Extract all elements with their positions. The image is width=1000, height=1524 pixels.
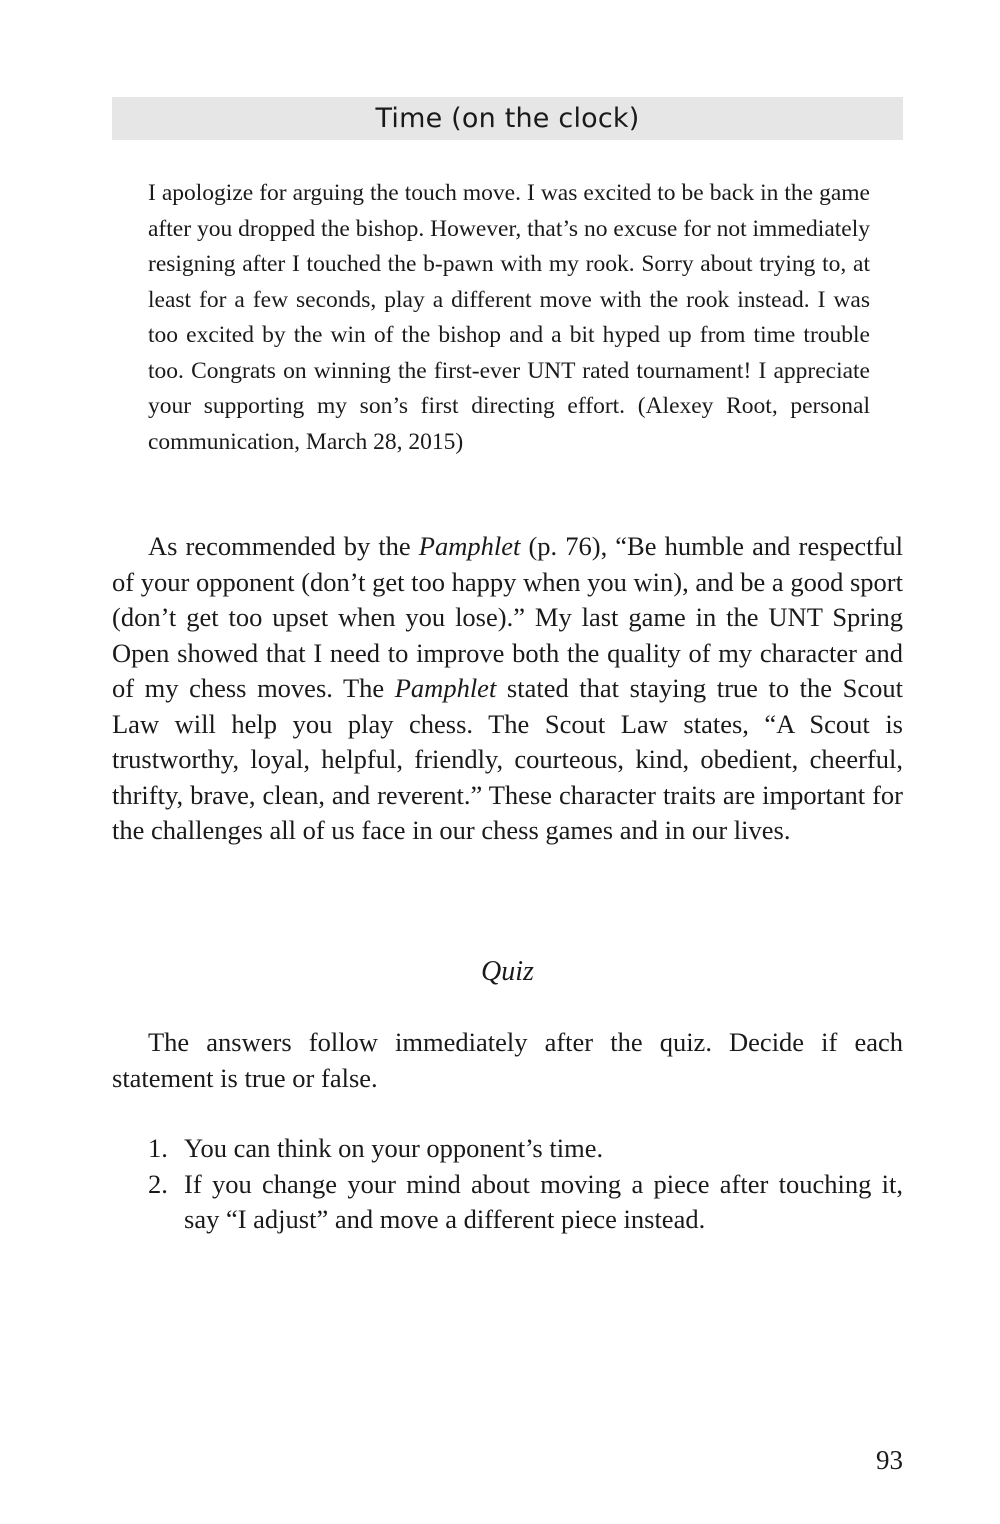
page-number: 93 [876, 1445, 903, 1475]
quiz-item [148, 1131, 903, 1167]
section-title: Quiz [481, 956, 534, 987]
paragraph-text: (p. 76), “Be humble and respectful of your opponent (don’t get too happy when you win), and be a good sport (don’t get too upset when you lose).” My last game in the UNT Spring Open showed that I need to improve both the quality of my character and of my chess moves. The [112, 531, 903, 703]
book-title-italic: Pamphlet [394, 673, 497, 703]
quiz-list [148, 1131, 903, 1238]
quiz-item-number: 2. [148, 1168, 168, 1199]
paragraph-text: stated that staying true to the Scout Law will help you play chess. The Scout Law states, “A Scout is trustworthy, loyal, helpful, friendly, courteous, kind, obedient, cheerful, thrifty, brave, clean, and reverent.” These character traits are important for the challenges all of us face in our chess games and in our lives. [112, 673, 903, 845]
block-quote: I apologize for arguing the touch move. I was excited to be back in the game after you dropped the bishop. However, that’s no excuse for not immediately resigning after I touched the b-pawn with my rook. Sorry about trying to, at least for a few seconds, play a different move with the rook instead. I was too excited by the win of the bishop and a bit hyped up from time trouble too. Congrats on winning the first-ever UNT rated tournament! I appreciate your supporting my son’s first directing effort. (Alexey Root, personal communication, March 28, 2015) [148, 180, 870, 455]
quiz-item-number: 1. [148, 1133, 168, 1163]
body-paragraph [112, 529, 903, 849]
quiz-item-text: You can think on your opponent’s time. [184, 1133, 604, 1163]
book-title-italic: Pamphlet [418, 531, 521, 561]
paragraph-text: As recommended by the [148, 531, 419, 561]
quiz-item [148, 1167, 903, 1238]
quiz-instructions: The answers follow immediately after the quiz. Decide if each statement is true or false. [112, 1027, 903, 1093]
quiz-item-text: If you change your mind about moving a piece after touching it, say “I adjust” and move a different piece instead. [184, 1168, 903, 1234]
running-head: Time (on the clock) [112, 97, 903, 140]
